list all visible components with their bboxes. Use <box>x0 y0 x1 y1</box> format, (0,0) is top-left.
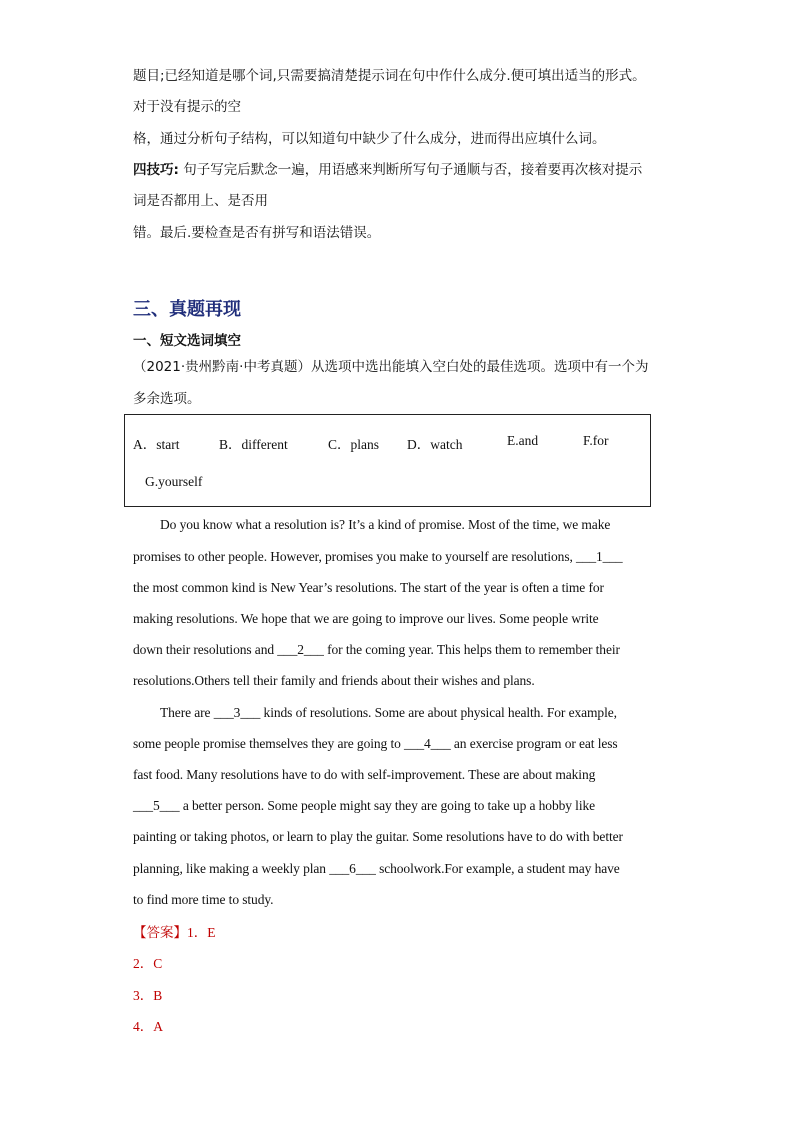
passage-text: promises to other people. However, promises you make to yourself are resolutions, <box>133 549 577 564</box>
passage-p2-line-7: to find more time to study. <box>133 892 274 907</box>
intro-line-5: 词是否都用上、是否用 <box>133 193 268 209</box>
answer-1 <box>133 921 216 941</box>
passage-p2-line-6 <box>133 859 620 879</box>
instruction-line-2: 多余选项。 <box>133 391 201 407</box>
blank-3: ___3___ <box>213 705 261 720</box>
passage-text: an exercise program or eat less <box>450 736 618 751</box>
passage-p2-line-5: painting or taking photos, or learn to play the guitar. Some resolutions have to do with better <box>133 829 623 844</box>
passage-p1-line-5 <box>133 640 620 660</box>
intro-line-1: 题目;已经知道是哪个词,只需要搞清楚提示词在句中作什么成分.便可填出适当的形式。 <box>133 68 646 84</box>
option-c: C．plans <box>328 437 380 452</box>
passage-p1-line-2 <box>133 547 623 567</box>
passage-p2-line-4 <box>133 796 595 816</box>
answer-3: 3．B <box>133 988 163 1003</box>
option-a: A．start <box>133 437 180 452</box>
passage-text: for the coming year. This helps them to remember their <box>323 642 620 657</box>
passage-text: a better person. Some people might say they are going to take up a hobby like <box>179 798 596 813</box>
passage-text: kinds of resolutions. Some are about physical health. For example, <box>260 705 617 720</box>
option-e: E.and <box>507 433 539 448</box>
blank-5: ___5___ <box>133 798 180 813</box>
passage-p2-line-1 <box>160 703 617 723</box>
passage-p1-line-6: resolutions.Others tell their family and friends about their wishes and plans. <box>133 673 535 688</box>
intro-line-4 <box>133 160 642 180</box>
tip-label: 四技巧: <box>133 162 179 178</box>
blank-1: ___1___ <box>576 549 623 564</box>
option-f: F.for <box>583 433 609 448</box>
section-title: 三、真题再现 <box>133 299 241 320</box>
answer-2: 2．C <box>133 956 163 971</box>
passage-text: There are <box>160 705 214 720</box>
tip-text: 句子写完后默念一遍，用语感来判断所写句子通顺与否，接着要再次核对提示 <box>178 162 643 178</box>
options-box <box>124 414 651 507</box>
answer-label: 【答案】 <box>133 925 187 941</box>
passage-p1-line-4: making resolutions. We hope that we are going to improve our lives. Some people write <box>133 611 599 626</box>
passage-text: some people promise themselves they are going to <box>133 736 405 751</box>
answer-1-value: 1．E <box>187 925 216 940</box>
intro-line-6: 错。最后.要检查是否有拼写和语法错误。 <box>133 225 381 241</box>
blank-6: ___6___ <box>329 861 376 876</box>
passage-text: schoolwork.For example, a student may have <box>375 861 620 876</box>
passage-text: down their resolutions and <box>133 642 278 657</box>
instruction-line-1: （2021·贵州黔南·中考真题）从选项中选出能填入空白处的最佳选项。选项中有一个为 <box>133 359 649 375</box>
intro-line-2: 对于没有提示的空 <box>133 99 241 115</box>
option-g: G.yourself <box>145 474 203 489</box>
blank-2: ___2___ <box>277 642 324 657</box>
passage-text: planning, like making a weekly plan <box>133 861 330 876</box>
passage-p1-line-3: the most common kind is New Year’s resolutions. The start of the year is often a time for <box>133 580 604 595</box>
passage-p2-line-2 <box>133 734 618 754</box>
passage-p1-line-1: Do you know what a resolution is? It’s a kind of promise. Most of the time, we make <box>160 517 611 532</box>
option-b: B．different <box>219 437 288 452</box>
option-d: D．watch <box>407 437 463 452</box>
section-subtitle: 一、短文选词填空 <box>133 333 241 349</box>
intro-line-3: 格，通过分析句子结构，可以知道句中缺少了什么成分，进而得出应填什么词。 <box>133 131 606 147</box>
passage-p2-line-3: fast food. Many resolutions have to do with self-improvement. These are about making <box>133 767 596 782</box>
answer-4: 4．A <box>133 1019 163 1034</box>
blank-4: ___4___ <box>404 736 451 751</box>
